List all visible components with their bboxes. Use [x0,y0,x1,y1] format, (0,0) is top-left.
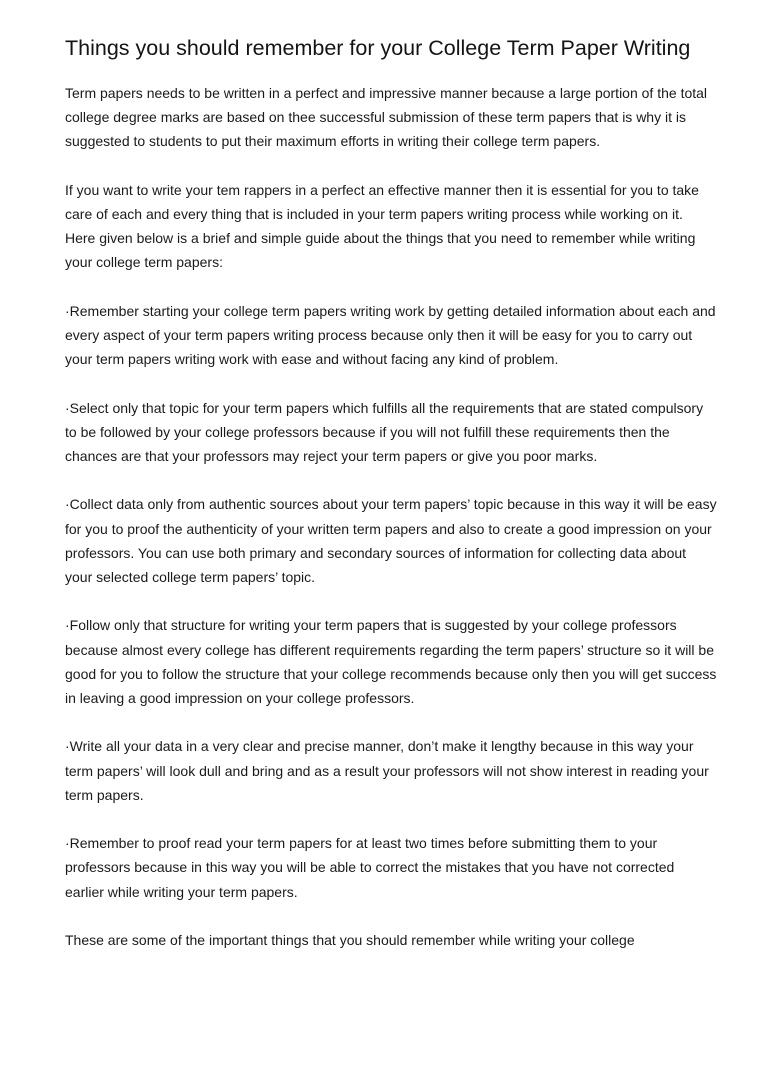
bullet-paragraph-proofread: ·Remember to proof read your term papers for at least two times before submitting them to your professors because in this way you will be able to correct the mistakes that you have not corrected earlier while writing your term papers. [65,835,675,900]
bullet-paragraph-authentic-sources: ·Collect data only from authentic sources about your term papers’ topic because in this way it will be easy for you to proof the authenticity of your written term papers and also to create a good impression on your professors. You can use both primary and secondary sources of information for collecting data about your selected college term papers’ topic. [65,496,717,585]
paragraph-guide-intro: If you want to write your tem rappers in a perfect an effective manner then it is essential for you to take care of each and every thing that is included in your term papers writing process while working on it. Here given below is a brief and simple guide about the things that you need to remember while writing your college term papers: [65,181,699,271]
bullet-paragraph-select-topic: ·Select only that topic for your term papers which fulfills all the requirements that are stated compulsory to be followed by your college professors because if you will not fulfill these requirements then the chances are that your professors may reject your term papers or give you poor marks. [65,399,704,464]
document-title: Things you should remember for your College Term Paper Writing [65,36,691,60]
bullet-paragraph-clear-writing: ·Write all your data in a very clear and precise manner, don’t make it lengthy because in this way your term papers’ will look dull and bring and as a result your professors will not show interest in reading your term papers. [65,738,709,803]
paragraph-conclusion: These are some of the important things that you should remember while writing your college [65,931,635,948]
document-page [65,37,717,952]
bullet-paragraph-detailed-information: ·Remember starting your college term papers writing work by getting detailed information about each and every aspect of your term papers writing process because only then it will be easy for you to carry out your term papers writing work with ease and without facing any kind of problem. [65,302,716,368]
bullet-paragraph-structure: ·Follow only that structure for writing your term papers that is suggested by your college professors because almost every college has different requirements regarding the term papers’ structure so it will be good for you to follow the structure that your college recommends because only then you will get success in leaving a good impression on your college professors. [65,617,717,706]
paragraph-intro: Term papers needs to be written in a perfect and impressive manner because a large portion of the total college degree marks are based on thee successful submission of these term papers that is why it is suggested to students to put their maximum efforts in writing their college term papers. [65,85,708,150]
